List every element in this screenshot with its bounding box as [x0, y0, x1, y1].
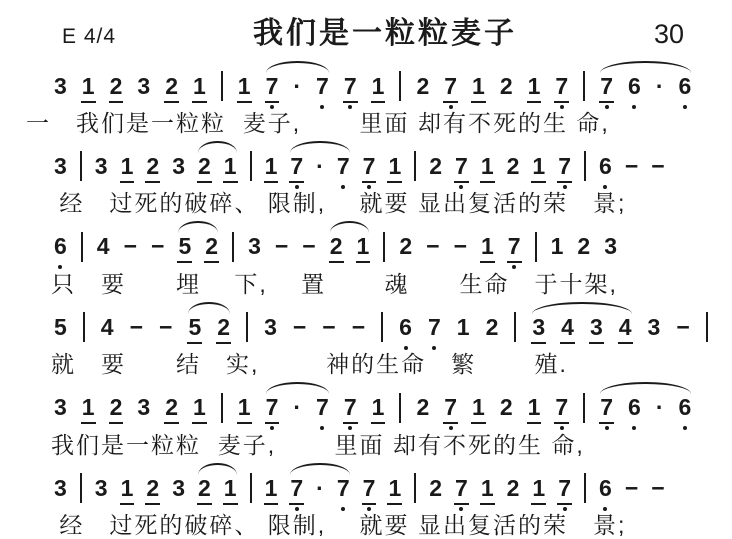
note-7: 7 [343, 72, 357, 99]
note-1: 1 [527, 394, 541, 421]
note-4: 4 [96, 233, 110, 260]
slur-group [197, 152, 237, 179]
notation-line [0, 56, 732, 110]
note-2: 2 [416, 72, 430, 99]
note-3: 3 [54, 152, 67, 179]
note-1: 1 [388, 474, 402, 501]
lyrics-line: 就 要 结 实, 神的生命 繁 殖. [26, 351, 568, 378]
note-3: 3 [172, 152, 185, 179]
note-5: 5 [54, 313, 67, 340]
note-7: 7 [507, 233, 521, 260]
note-7: 7 [444, 72, 458, 99]
lyrics-line: 经 过死的破碎、 限制, 就要 显出复活的荣 景; [26, 512, 627, 539]
barline [81, 232, 83, 262]
note-4: 4 [561, 313, 574, 340]
note-1: 1 [120, 152, 134, 179]
note-6: 6 [399, 313, 412, 340]
note-1: 1 [192, 72, 206, 99]
note-2: 2 [217, 313, 231, 340]
note-5: 5 [188, 313, 202, 340]
note-7: 7 [265, 72, 279, 99]
notation-line [0, 217, 732, 271]
note-7: 7 [343, 394, 357, 421]
note-7: 7 [316, 394, 329, 421]
note-2: 2 [109, 394, 123, 421]
note-1: 1 [550, 233, 564, 260]
augmentation-dot: · [655, 394, 664, 421]
note-1: 1 [223, 152, 237, 179]
note-1: 1 [264, 474, 278, 501]
lyrics-line: 经 过死的破碎、 限制, 就要 显出复活的荣 景; [26, 190, 627, 217]
lyrics-line: 只 要 埋 下, 置 魂 生命 于十架, [26, 270, 618, 297]
note-7: 7 [362, 474, 376, 501]
slur-group [188, 313, 231, 340]
note-7: 7 [555, 72, 569, 99]
slur-group [266, 396, 329, 419]
barline [584, 473, 586, 503]
note-3: 3 [94, 152, 108, 179]
barline [80, 473, 82, 503]
dash-extend: − [651, 152, 665, 179]
note-2: 2 [429, 474, 443, 501]
dash-extend: − [123, 233, 138, 260]
note-4: 4 [100, 313, 114, 340]
note-2: 2 [429, 152, 443, 179]
note-1: 1 [120, 474, 134, 501]
note-7: 7 [558, 474, 572, 501]
barline [383, 232, 385, 262]
notation-line [0, 297, 732, 351]
dash-extend: − [322, 313, 336, 340]
note-2: 2 [399, 233, 413, 260]
note-7: 7 [290, 152, 304, 179]
note-7: 7 [265, 394, 279, 421]
note-1: 1 [81, 394, 95, 421]
note-7: 7 [455, 474, 468, 501]
note-2: 2 [506, 152, 520, 179]
note-7: 7 [555, 394, 569, 421]
note-1: 1 [371, 394, 385, 421]
dash-extend: − [159, 313, 173, 340]
dash-extend: − [129, 313, 144, 340]
note-1: 1 [481, 233, 494, 260]
dash-extend: − [624, 152, 639, 179]
note-3: 3 [248, 233, 261, 260]
barline [399, 71, 401, 101]
slur-group [178, 235, 218, 258]
note-6: 6 [678, 72, 692, 99]
note-1: 1 [480, 474, 494, 501]
note-1: 1 [237, 72, 251, 99]
note-7: 7 [558, 152, 572, 179]
header [0, 0, 732, 52]
note-3: 3 [604, 233, 617, 260]
lyrics-line: 我们是一粒粒 麦子, 里面 却有不死的生 命, [26, 431, 585, 458]
note-2: 2 [165, 394, 178, 421]
barline [246, 312, 248, 342]
dash-extend: − [426, 233, 440, 260]
note-1: 1 [532, 474, 546, 501]
note-3: 3 [589, 313, 603, 340]
dash-extend: − [651, 474, 665, 501]
note-1: 1 [371, 72, 385, 99]
dash-extend: − [676, 313, 690, 340]
note-6: 6 [599, 474, 612, 501]
note-1: 1 [81, 72, 95, 99]
notation-line [0, 378, 732, 432]
note-1: 1 [264, 152, 278, 179]
notation-line [0, 136, 732, 190]
note-7: 7 [336, 152, 350, 179]
note-2: 2 [416, 394, 430, 421]
note-2: 2 [197, 474, 211, 501]
note-3: 3 [54, 72, 67, 99]
note-3: 3 [532, 313, 546, 340]
dash-extend: − [453, 233, 467, 260]
augmentation-dot: · [316, 152, 324, 179]
note-4: 4 [618, 313, 632, 340]
dash-extend: − [151, 233, 165, 260]
note-1: 1 [388, 152, 402, 179]
note-6: 6 [678, 394, 692, 421]
note-1: 1 [532, 152, 546, 179]
lyrics-line: 一 我们是一粒粒 麦子, 里面 却有不死的生 命, [26, 110, 610, 136]
augmentation-dot: · [655, 72, 664, 99]
note-3: 3 [172, 474, 185, 501]
slur-group [532, 313, 632, 340]
note-2: 2 [577, 233, 591, 260]
barline [381, 312, 383, 342]
note-2: 2 [499, 394, 513, 421]
note-1: 1 [472, 394, 485, 421]
note-5: 5 [178, 233, 192, 260]
note-2: 2 [506, 474, 520, 501]
note-7: 7 [362, 152, 376, 179]
note-2: 2 [205, 233, 219, 260]
note-7: 7 [455, 152, 468, 179]
note-3: 3 [137, 394, 151, 421]
system-5 [0, 378, 732, 458]
note-1: 1 [480, 152, 494, 179]
barline [399, 393, 401, 423]
note-7: 7 [336, 474, 350, 501]
note-2: 2 [146, 474, 160, 501]
system-1 [0, 56, 732, 136]
note-6: 6 [54, 233, 67, 260]
note-7: 7 [316, 72, 329, 99]
note-1: 1 [192, 394, 206, 421]
note-2: 2 [485, 313, 499, 340]
note-2: 2 [197, 152, 211, 179]
note-2: 2 [329, 233, 343, 260]
note-3: 3 [54, 474, 67, 501]
slur-group [290, 152, 350, 179]
note-7: 7 [290, 474, 304, 501]
notation-line [0, 458, 732, 512]
system-4 [0, 297, 732, 377]
note-3: 3 [137, 72, 151, 99]
note-1: 1 [237, 394, 251, 421]
note-2: 2 [146, 152, 160, 179]
note-3: 3 [94, 474, 108, 501]
slur-group [197, 474, 237, 501]
barline [232, 232, 234, 262]
barline [584, 151, 586, 181]
barline [221, 393, 223, 423]
system-6 [0, 458, 732, 538]
barline [414, 473, 416, 503]
note-7: 7 [600, 72, 614, 99]
note-7: 7 [600, 394, 614, 421]
system-2 [0, 136, 732, 216]
note-6: 6 [628, 394, 641, 421]
key-signature: E 4/4 [62, 25, 117, 48]
barline [83, 312, 85, 342]
slur-group [600, 72, 692, 99]
augmentation-dot: · [316, 474, 324, 501]
note-3: 3 [264, 313, 277, 340]
dash-extend: − [292, 313, 307, 340]
note-2: 2 [109, 72, 123, 99]
barline [250, 473, 252, 503]
system-3 [0, 217, 732, 297]
note-1: 1 [527, 72, 541, 99]
note-3: 3 [647, 313, 661, 340]
page-title: 我们是一粒粒麦子 [253, 17, 517, 50]
note-6: 6 [628, 72, 641, 99]
slur-group [600, 396, 691, 419]
dash-extend: − [274, 233, 289, 260]
barline [414, 151, 416, 181]
barline [221, 71, 223, 101]
barline [583, 393, 585, 423]
slur-group [330, 235, 370, 258]
barline [706, 312, 708, 342]
note-7: 7 [427, 313, 441, 340]
note-1: 1 [472, 72, 485, 99]
barline [535, 232, 537, 262]
note-1: 1 [223, 474, 237, 501]
score [0, 52, 732, 539]
note-1: 1 [356, 233, 370, 260]
barline [583, 71, 585, 101]
note-6: 6 [599, 152, 612, 179]
note-7: 7 [444, 394, 458, 421]
barline [80, 151, 82, 181]
slur-group [265, 72, 329, 99]
song-number: 30 [653, 19, 684, 49]
augmentation-dot: · [293, 394, 302, 421]
barline [250, 151, 252, 181]
dash-extend: − [302, 233, 316, 260]
dash-extend: − [624, 474, 639, 501]
note-2: 2 [499, 72, 513, 99]
slur-group [290, 474, 350, 501]
dash-extend: − [351, 313, 366, 340]
augmentation-dot: · [293, 72, 302, 99]
note-1: 1 [456, 313, 470, 340]
note-2: 2 [165, 72, 178, 99]
note-3: 3 [54, 394, 67, 421]
barline [514, 312, 516, 342]
